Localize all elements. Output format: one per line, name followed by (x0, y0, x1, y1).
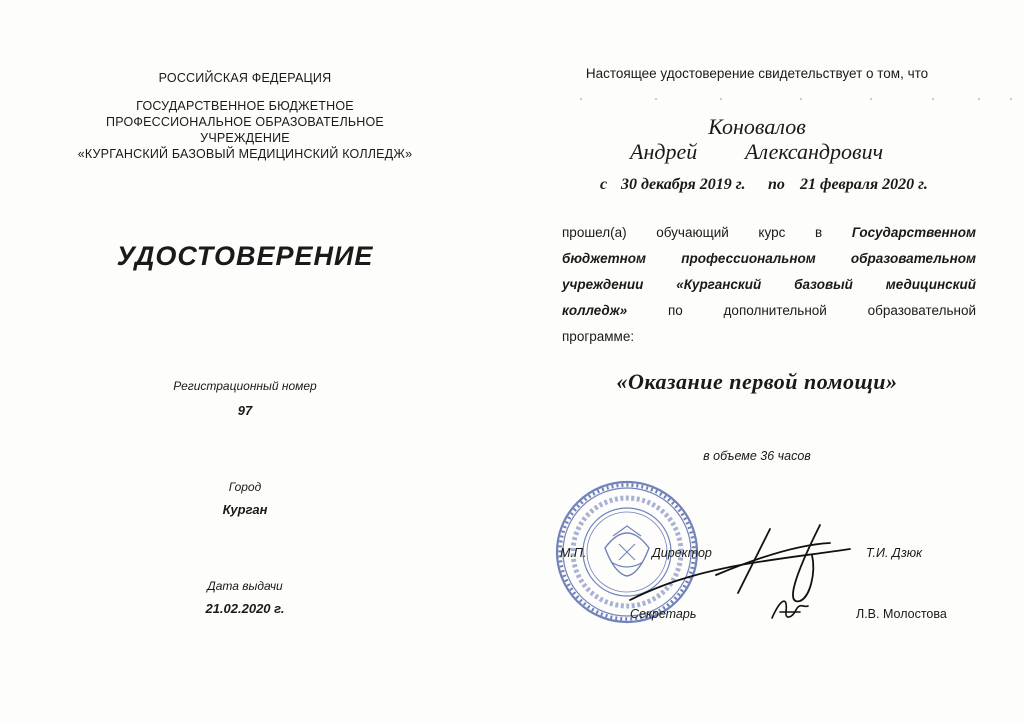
course-description-line (562, 220, 976, 246)
program-title: «Оказание первой помощи» (616, 369, 898, 394)
period-to-word: по (768, 176, 785, 193)
course-text-plain: прошел(а) обучающий курс в (562, 225, 823, 240)
header-line-4: «КУРГАНСКИЙ БАЗОВЫЙ МЕДИЦИНСКИЙ КОЛЛЕДЖ» (77, 147, 413, 161)
registration-number: 97 (237, 403, 253, 418)
director-name: Т.И. Дзюк (866, 546, 923, 560)
course-text-bold: учреждении «Курганский базовый медицинский (562, 277, 976, 292)
secretary-name: Л.В. Молостова (856, 607, 947, 621)
seal-place-mark: М.П. (560, 546, 587, 560)
certificate-cover-page (0, 0, 490, 724)
header-country: РОССИЙСКАЯ ФЕДЕРАЦИЯ (158, 71, 332, 85)
hours-text: в объеме 36 часов (703, 449, 811, 463)
city-label: Город (228, 480, 262, 494)
secretary-label: Секретарь (630, 607, 697, 621)
period-end-date: 21 февраля 2020 г. (800, 176, 928, 193)
header-line-2: ПРОФЕССИОНАЛЬНОЕ ОБРАЗОВАТЕЛЬНОЕ (106, 115, 384, 129)
course-description-line (562, 324, 976, 350)
intro-text: Настоящее удостоверение свидетельствует о том, что (585, 66, 929, 81)
certificate-content-page (490, 0, 1024, 724)
course-description-line (562, 272, 976, 298)
course-text-bold: Государственном (851, 225, 976, 240)
issue-date: 21.02.2020 г. (205, 601, 285, 616)
director-label: Директор (652, 546, 712, 560)
document-title: УДОСТОВЕРЕНИЕ (116, 241, 374, 271)
course-text-plain: программе: (562, 329, 635, 344)
city-value: Курган (222, 502, 268, 517)
issue-date-label: Дата выдачи (207, 579, 283, 593)
registration-number-label: Регистрационный номер (173, 379, 317, 393)
period-from-word: с (600, 176, 608, 193)
course-text-bold: бюджетном профессиональном образовательном (562, 251, 976, 266)
recipient-given-name: Андрей (630, 139, 698, 164)
course-text-bold: колледж» (562, 303, 628, 318)
director-signature-icon (620, 515, 880, 615)
course-description-line (562, 246, 976, 272)
recipient-patronymic: Александрович (745, 139, 884, 164)
header-line-3: УЧРЕЖДЕНИЕ (200, 131, 290, 145)
secretary-signature-icon (766, 590, 812, 630)
recipient-surname: Коновалов (708, 114, 806, 139)
course-description-line (562, 298, 976, 324)
period-start-date: 30 декабря 2019 г. (621, 176, 746, 193)
scan-dust (560, 98, 1020, 104)
header-line-1: ГОСУДАРСТВЕННОЕ БЮДЖЕТНОЕ (136, 99, 354, 113)
course-text-plain: по дополнительной образовательной (667, 303, 976, 318)
